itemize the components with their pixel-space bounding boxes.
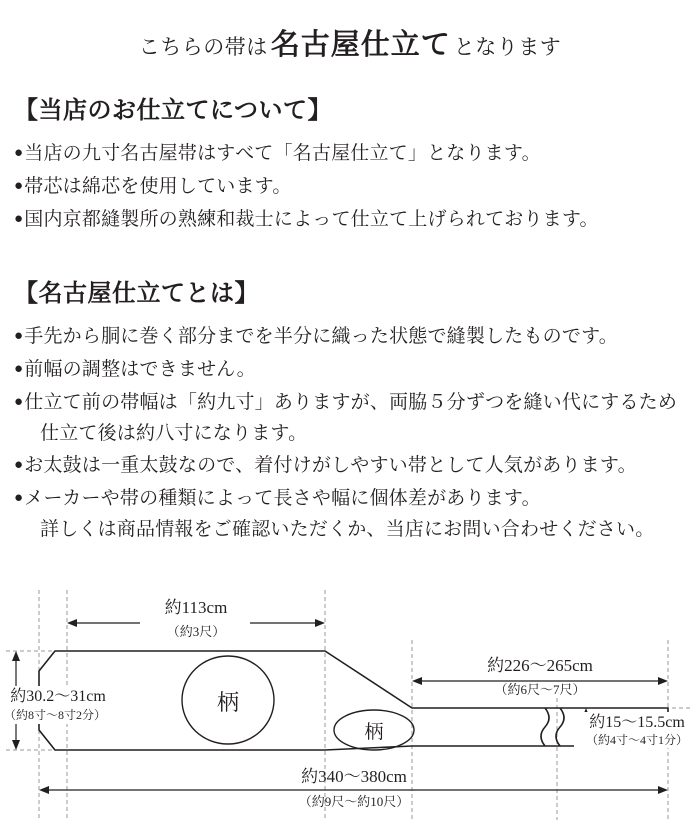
pattern-label-large: 柄 [216, 690, 240, 715]
list-item-text: 当店の九寸名古屋帯はすべて「名古屋仕立て」となります。 [24, 143, 541, 164]
page-title-suffix: となります [453, 35, 562, 59]
list-item [14, 388, 686, 450]
list-item [14, 172, 686, 203]
list-item-text: 前幅の調整はできません。 [24, 359, 256, 381]
section-shop-tailoring [0, 90, 700, 235]
dim-right-length [412, 656, 668, 697]
bullet-icon: ● [14, 177, 24, 194]
dim-top-length-main: 約113cm [164, 598, 228, 617]
pattern-area-large [182, 656, 274, 744]
dim-left-width [0, 651, 118, 750]
list-item [14, 322, 686, 353]
break-marks [541, 708, 564, 746]
list-item-text: 仕立て前の帯幅は「約九寸」ありますが、両脇５分ずつを縫い代にするため [24, 391, 678, 413]
list-item [14, 139, 686, 170]
list-item-text: メーカーや帯の種類によって長さや幅に個体差があります。 [24, 488, 541, 510]
dim-total-length-main: 約340〜380cm [301, 767, 407, 786]
dim-top-length [67, 598, 325, 639]
dim-right-width-sub: （約4寸〜4寸1分） [585, 733, 689, 747]
bullet-icon: ● [14, 457, 24, 474]
dim-total-length [39, 767, 668, 809]
list-item-subtext: 仕立て後は約八寸になります。 [40, 422, 308, 444]
page-title [0, 0, 700, 61]
page-title-emphasis: 名古屋仕立て [270, 29, 451, 61]
pattern-area-small [334, 710, 414, 750]
bullet-icon: ● [14, 393, 24, 410]
list-item-text: お太鼓は一重太鼓なので、着付けがしやすい帯として人気があります。 [24, 455, 637, 477]
section-nagoya-definition [0, 273, 700, 545]
bullet-icon: ● [14, 145, 24, 161]
dim-right-length-sub: （約6尺〜7尺） [494, 682, 586, 697]
dim-left-width-main: 約30.2〜31cm [10, 688, 106, 705]
list-item [14, 484, 686, 546]
bullet-icon: ● [14, 490, 24, 507]
section-nagoya-title: 【名古屋仕立てとは】 [14, 281, 259, 308]
dim-total-length-sub: （約9尺〜約10尺） [298, 794, 410, 809]
dim-right-width [574, 708, 700, 748]
dim-right-width-main: 約15〜15.5cm [589, 714, 685, 731]
bullet-icon: ● [14, 210, 24, 227]
list-item-text: 手先から胴に巻く部分までを半分に織った状態で縫製したものです。 [24, 326, 618, 348]
list-item-subtext: 詳しくは商品情報をご確認いただくか、当店にお問い合わせください。 [40, 518, 655, 540]
dim-top-length-sub: （約3尺） [166, 624, 226, 639]
list-item [14, 451, 686, 482]
section-nagoya-list [14, 322, 686, 545]
pattern-label-small: 柄 [364, 722, 384, 743]
list-item [14, 205, 686, 236]
bullet-icon: ● [14, 328, 24, 345]
section-shop-title: 【当店のお仕立てについて】 [14, 98, 333, 124]
list-item-text: 帯芯は綿芯を使用しています。 [24, 175, 292, 197]
obi-dimension-diagram [0, 568, 700, 840]
list-item-text: 国内京都縫製所の熟練和裁士によって仕立て上げられております。 [24, 208, 599, 230]
dim-left-width-sub: （約8寸〜8寸2分） [3, 708, 107, 722]
page-title-prefix: こちらの帯は [138, 35, 268, 59]
dim-right-length-main: 約226〜265cm [487, 656, 593, 675]
section-shop-list [14, 139, 686, 235]
list-item [14, 355, 686, 386]
bullet-icon: ● [14, 361, 24, 378]
